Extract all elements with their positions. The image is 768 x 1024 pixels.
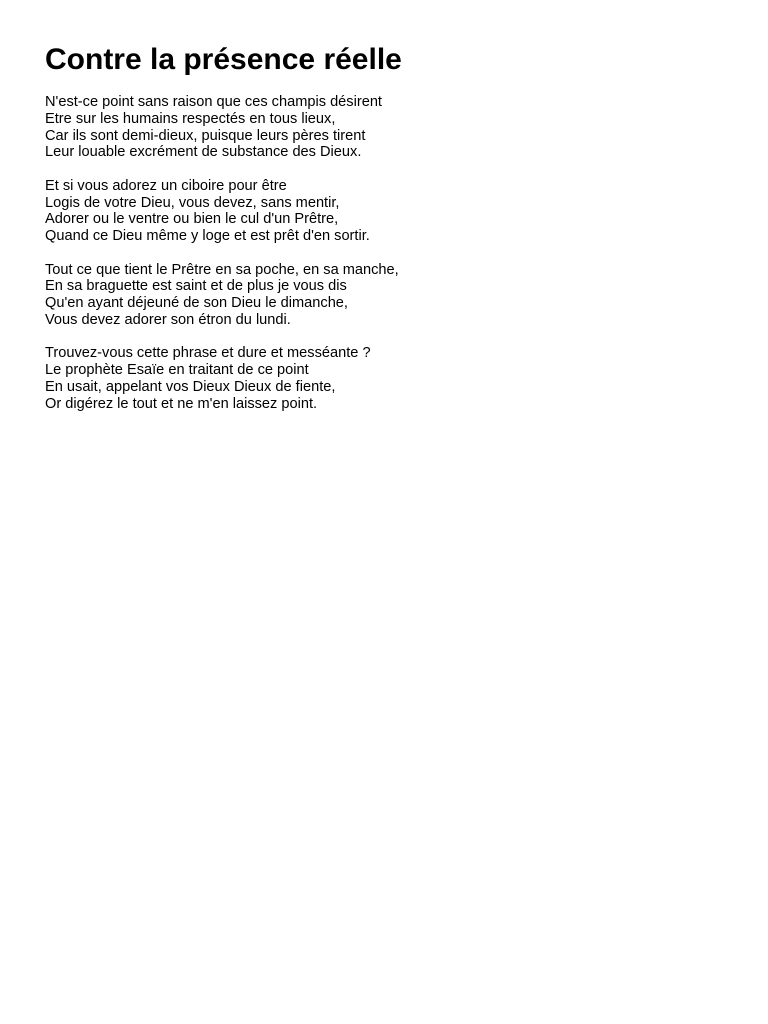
stanza-3 [45, 262, 745, 329]
stanza-4 [45, 345, 745, 412]
verse-line: En usait, appelant vos Dieux Dieux de fiente, [45, 378, 336, 395]
verse-line: Or digérez le tout et ne m'en laissez point. [45, 395, 318, 412]
document-page [45, 38, 745, 429]
verse-line: Logis de votre Dieu, vous devez, sans mentir, [45, 194, 340, 211]
verse-line: Adorer ou le ventre ou bien le cul d'un Prêtre, [45, 211, 339, 228]
verse-line: Vous devez adorer son étron du lundi. [45, 311, 291, 328]
poem-title: Contre la présence réelle [45, 43, 402, 76]
verse-line: N'est-ce point sans raison que ces champis désirent [45, 94, 382, 110]
stanza-2 [45, 178, 745, 245]
verse-line: Et si vous adorez un ciboire pour être [45, 177, 287, 194]
verse-line: En sa braguette est saint et de plus je vous dis [45, 278, 347, 295]
verse-line: Trouvez-vous cette phrase et dure et messéante ? [45, 345, 371, 362]
verse-line: Qu'en ayant déjeuné de son Dieu le dimanche, [45, 295, 348, 312]
verse-line: Quand ce Dieu même y loge et est prêt d'en sortir. [45, 228, 370, 245]
verse-line: Etre sur les humains respectés en tous lieux, [45, 110, 336, 127]
verse-line: Tout ce que tient le Prêtre en sa poche, en sa manche, [45, 261, 399, 278]
verse-line: Le prophète Esaïe en traitant de ce point [45, 362, 309, 379]
verse-line: Leur louable excrément de substance des Dieux. [45, 144, 362, 161]
stanza-1 [45, 94, 745, 161]
verse-line: Car ils sont demi-dieux, puisque leurs pères tirent [45, 127, 366, 144]
